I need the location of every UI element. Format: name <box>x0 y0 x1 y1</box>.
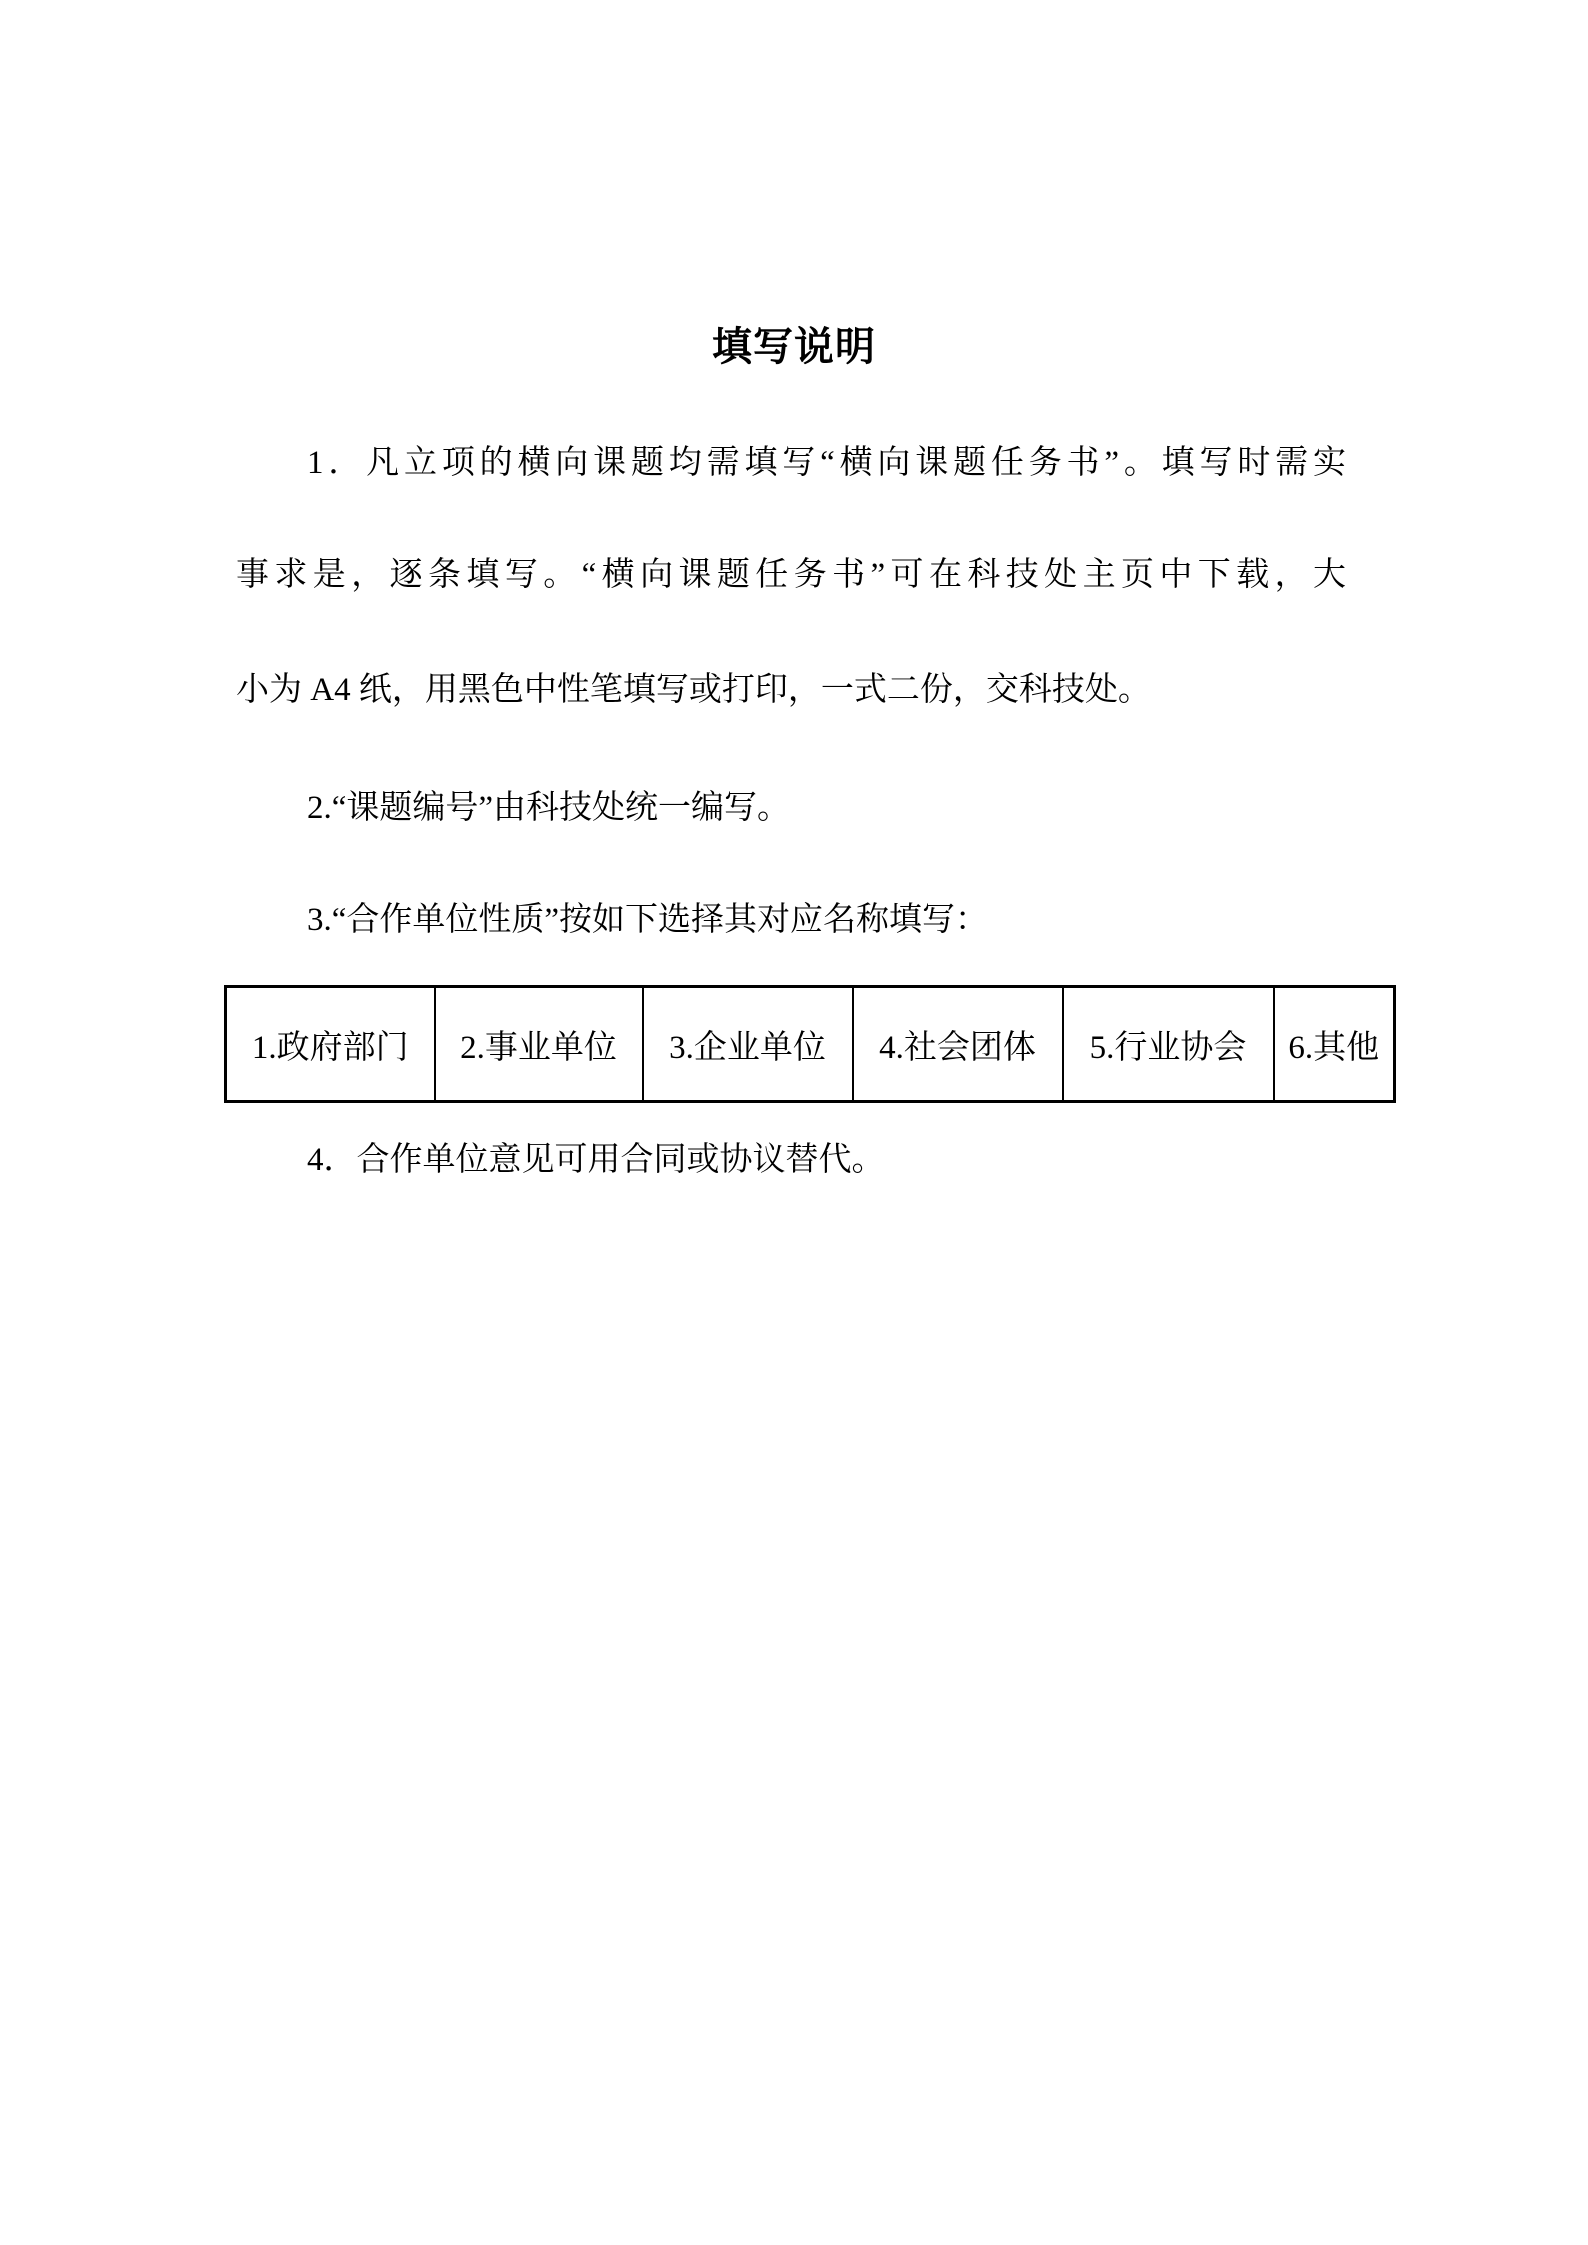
instruction-paragraph-3: 3.“合作单位性质”按如下选择其对应名称填写： <box>307 902 989 938</box>
instruction-paragraph-4: 4．合作单位意见可用合同或协议替代。 <box>307 1142 885 1178</box>
unit-type-cell-other: 6.其他 <box>1274 987 1395 1102</box>
unit-type-cell-public-institution: 2.事业单位 <box>435 987 643 1102</box>
unit-type-table <box>224 985 1396 1103</box>
unit-type-cell-social-group: 4.社会团体 <box>853 987 1063 1102</box>
unit-type-cell-industry-association: 5.行业协会 <box>1063 987 1274 1102</box>
page-title: 填写说明 <box>712 325 876 369</box>
unit-type-cell-government: 1.政府部门 <box>226 987 435 1102</box>
instruction-paragraph-1-line-3: 小为 A4 纸，用黑色中性笔填写或打印，一式二份，交科技处。 <box>236 672 1151 708</box>
instruction-paragraph-2: 2.“课题编号”由科技处统一编写。 <box>307 790 791 826</box>
instruction-paragraph-1-line-1: 1．凡立项的横向课题均需填写“横向课题任务书”。填写时需实 <box>307 445 1346 481</box>
unit-type-table-row <box>226 987 1395 1102</box>
unit-type-cell-enterprise: 3.企业单位 <box>643 987 853 1102</box>
instruction-paragraph-1-line-2: 事求是，逐条填写。“横向课题任务书”可在科技处主页中下载，大 <box>236 557 1346 593</box>
